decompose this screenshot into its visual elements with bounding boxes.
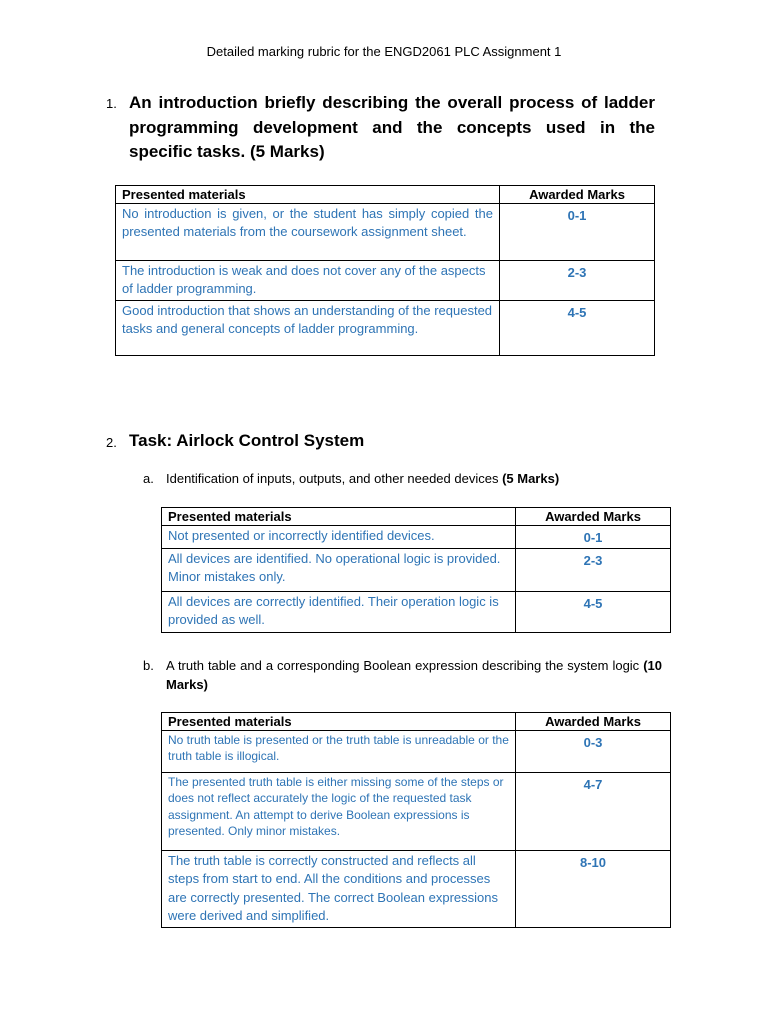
marks-range: 4-5	[516, 592, 671, 633]
table-row	[162, 731, 671, 773]
item-a-marks-note: (5 Marks)	[502, 471, 560, 486]
item-b-marks-note: (10 Marks)	[166, 658, 662, 692]
column-header-materials: Presented materials	[162, 508, 516, 526]
table-row	[116, 261, 655, 301]
criteria-description: No truth table is presented or the truth table is unreadable or the truth table is illogical.	[162, 731, 516, 773]
section-1-number: 1.	[106, 96, 117, 111]
table-row	[162, 526, 671, 549]
column-header-marks: Awarded Marks	[516, 713, 671, 731]
table-row	[162, 773, 671, 851]
item-a-description: Identification of inputs, outputs, and other needed devices	[166, 471, 499, 486]
table-row	[162, 592, 671, 633]
column-header-marks: Awarded Marks	[500, 186, 655, 204]
item-a-letter: a.	[143, 471, 154, 486]
marks-range: 4-7	[516, 773, 671, 851]
section-1-rubric-table	[115, 185, 655, 356]
item-a-rubric-table	[161, 507, 671, 633]
marks-range: 2-3	[516, 549, 671, 592]
criteria-description: The truth table is correctly constructed and reflects all steps from start to end. All the conditions and processes are correctly presented. The correct Boolean expressions were derived and simplified.	[162, 851, 516, 928]
item-b-text	[166, 656, 662, 694]
criteria-description: All devices are identified. No operational logic is provided. Minor mistakes only.	[162, 549, 516, 592]
marks-range: 8-10	[516, 851, 671, 928]
criteria-description: All devices are correctly identified. Their operation logic is provided as well.	[162, 592, 516, 633]
table-row	[116, 204, 655, 261]
column-header-materials: Presented materials	[162, 713, 516, 731]
item-b-letter: b.	[143, 658, 154, 673]
marks-range: 4-5	[500, 300, 655, 355]
criteria-description: No introduction is given, or the student has simply copied the presented materials from the coursework assignment sheet.	[116, 204, 500, 261]
item-a-text	[166, 469, 666, 488]
table-row	[162, 549, 671, 592]
table-header-row	[162, 508, 671, 526]
section-2-number: 2.	[106, 435, 117, 450]
table-header-row	[162, 713, 671, 731]
section-2-heading: Task: Airlock Control System	[129, 431, 365, 450]
criteria-description: Good introduction that shows an understanding of the requested tasks and general concepts of ladder programming.	[116, 300, 500, 355]
marks-range: 0-1	[500, 204, 655, 261]
table-row	[162, 851, 671, 928]
criteria-description: The presented truth table is either missing some of the steps or does not reflect accurately the logic of the requested task assignment. An attempt to derive Boolean expressions is presented. Only minor mistakes.	[162, 773, 516, 851]
criteria-description: Not presented or incorrectly identified devices.	[162, 526, 516, 549]
item-b-description: A truth table and a corresponding Boolean expression describing the system logic	[166, 658, 640, 673]
item-b-rubric-table	[161, 712, 671, 928]
marks-range: 2-3	[500, 261, 655, 301]
column-header-marks: Awarded Marks	[516, 508, 671, 526]
column-header-materials: Presented materials	[116, 186, 500, 204]
section-1-heading: An introduction briefly describing the overall process of ladder programming development and the concepts used in the specific tasks. (5 Marks)	[129, 93, 655, 161]
marks-range: 0-1	[516, 526, 671, 549]
table-header-row	[116, 186, 655, 204]
criteria-description: The introduction is weak and does not cover any of the aspects of ladder programming.	[116, 261, 500, 301]
page-header: Detailed marking rubric for the ENGD2061 PLC Assignment 1	[206, 44, 562, 59]
marks-range: 0-3	[516, 731, 671, 773]
table-row	[116, 300, 655, 355]
